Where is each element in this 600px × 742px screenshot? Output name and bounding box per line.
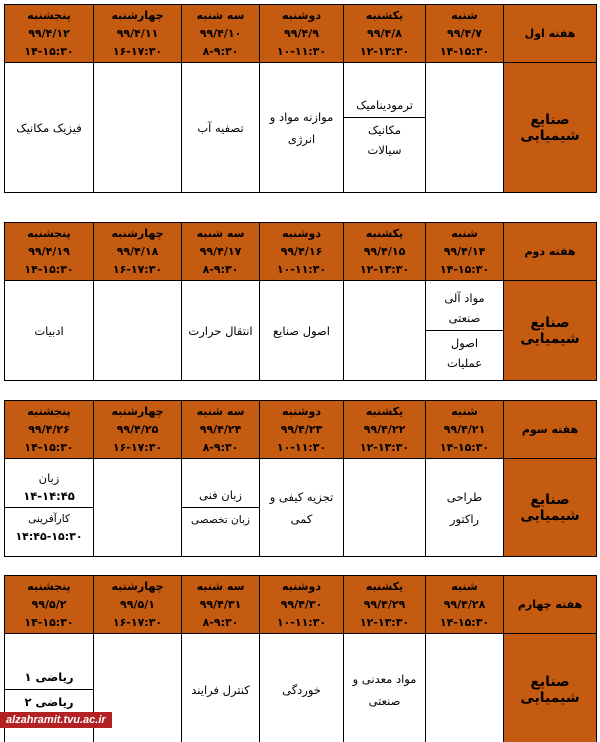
- course-cell-split: [182, 459, 260, 557]
- course-name: ریاضی ۲: [5, 689, 93, 714]
- course-name: کنترل فرایند: [191, 682, 250, 697]
- department-label: صنایع شیمیایی: [504, 281, 597, 381]
- day-header-monday: دوشنبه ۹۹/۴/۱۶ ۱۰-۱۱:۳۰: [260, 223, 344, 281]
- course-cell: [182, 281, 260, 381]
- course-name: ادبیات: [34, 323, 64, 338]
- course-cell: [5, 281, 94, 381]
- day-header-wednesday: چهارشنبه ۹۹/۵/۱ ۱۶-۱۷:۳۰: [94, 576, 182, 634]
- course-name: کارآفرینی: [28, 513, 70, 525]
- day-header-saturday: شنبه ۹۹/۴/۱۴ ۱۴-۱۵:۳۰: [426, 223, 504, 281]
- course-time: ۱۴-۱۴:۴۵: [23, 489, 75, 503]
- day-header-monday: دوشنبه ۹۹/۴/۹ ۱۰-۱۱:۳۰: [260, 5, 344, 63]
- course-time: ۱۴:۴۵-۱۵:۳۰: [15, 530, 83, 543]
- course-cell: [260, 459, 344, 557]
- day-header-tuesday: سه شنبه ۹۹/۴/۱۰ ۸-۹:۳۰: [182, 5, 260, 63]
- course-name: اصول عملیات: [426, 330, 503, 375]
- department-label: صنایع شیمیایی: [504, 63, 597, 193]
- department-label: صنایع شیمیایی: [504, 634, 597, 742]
- day-header-thursday: پنجشنبه ۹۹/۴/۱۲ ۱۴-۱۵:۳۰: [5, 5, 94, 63]
- day-header-saturday: شنبه ۹۹/۴/۲۸ ۱۴-۱۵:۳۰: [426, 576, 504, 634]
- course-cell: [344, 634, 426, 742]
- course-cell: [182, 63, 260, 193]
- course-cell-empty: [94, 281, 182, 381]
- course-cell-split: [5, 459, 94, 557]
- week-label: هفته چهارم: [504, 576, 597, 634]
- week-label: هفته دوم: [504, 223, 597, 281]
- day-header-tuesday: سه شنبه ۹۹/۴/۳۱ ۸-۹:۳۰: [182, 576, 260, 634]
- day-header-thursday: پنجشنبه ۹۹/۵/۲ ۱۴-۱۵:۳۰: [5, 576, 94, 634]
- course-cell: [260, 634, 344, 742]
- course-cell-split: [344, 63, 426, 193]
- course-cell: [260, 281, 344, 381]
- week-2-schedule: [4, 222, 596, 382]
- course-cell-empty: [426, 63, 504, 193]
- course-cell: [182, 634, 260, 742]
- course-name: مواد آلی صنعتی: [444, 291, 485, 325]
- course-name: زبان فنی: [199, 488, 242, 502]
- course-name: ترمودینامیک: [356, 98, 413, 112]
- day-header-sunday: یکشنبه ۹۹/۴/۲۲ ۱۲-۱۳:۳۰: [344, 401, 426, 459]
- day-header-tuesday: سه شنبه ۹۹/۴/۱۷ ۸-۹:۳۰: [182, 223, 260, 281]
- course-cell: [260, 63, 344, 193]
- course-cell: [5, 63, 94, 193]
- day-header-sunday: یکشنبه ۹۹/۴/۲۹ ۱۲-۱۳:۳۰: [344, 576, 426, 634]
- course-name: طراحی راکتور: [446, 489, 483, 526]
- course-name: اصول صنایع: [273, 323, 330, 338]
- course-name: تجزیه کیفی و کمی: [269, 489, 334, 526]
- course-name: فیزیک مکانیک: [16, 120, 82, 135]
- day-header-monday: دوشنبه ۹۹/۴/۲۳ ۱۰-۱۱:۳۰: [260, 401, 344, 459]
- day-header-wednesday: چهارشنبه ۹۹/۴/۲۵ ۱۶-۱۷:۳۰: [94, 401, 182, 459]
- week-1-schedule: [4, 4, 596, 192]
- day-header-saturday: شنبه ۹۹/۴/۲۱ ۱۴-۱۵:۳۰: [426, 401, 504, 459]
- day-header-saturday: شنبه ۹۹/۴/۷ ۱۴-۱۵:۳۰: [426, 5, 504, 63]
- day-header-monday: دوشنبه ۹۹/۴/۳۰ ۱۰-۱۱:۳۰: [260, 576, 344, 634]
- course-name: زبان تخصصی: [182, 507, 259, 532]
- day-header-wednesday: چهارشنبه ۹۹/۴/۱۱ ۱۶-۱۷:۳۰: [94, 5, 182, 63]
- course-cell-split: [426, 281, 504, 381]
- day-header-thursday: پنجشنبه ۹۹/۴/۱۹ ۱۴-۱۵:۳۰: [5, 223, 94, 281]
- course-name: مکانیک سیالات: [344, 117, 425, 162]
- course-name: موازنه مواد و انرژی: [269, 109, 334, 146]
- day-header-sunday: یکشنبه ۹۹/۴/۱۵ ۱۲-۱۳:۳۰: [344, 223, 426, 281]
- course-cell-empty: [94, 459, 182, 557]
- course-name: زبان: [38, 471, 60, 485]
- week-3-schedule: [4, 400, 596, 558]
- course-cell-empty: [94, 63, 182, 193]
- course-name: تصفیه آب: [197, 120, 244, 135]
- course-name: انتقال حرارت: [188, 323, 253, 338]
- day-header-wednesday: چهارشنبه ۹۹/۴/۱۸ ۱۶-۱۷:۳۰: [94, 223, 182, 281]
- course-cell-empty: [426, 634, 504, 742]
- day-header-sunday: یکشنبه ۹۹/۴/۸ ۱۲-۱۳:۳۰: [344, 5, 426, 63]
- week-label: هفته سوم: [504, 401, 597, 459]
- course-cell: [426, 459, 504, 557]
- course-name: مواد معدنی و صنعتی: [352, 671, 417, 708]
- course-cell-empty: [344, 459, 426, 557]
- department-label: صنایع شیمیایی: [504, 459, 597, 557]
- course-name: خوردگی: [282, 682, 321, 697]
- day-header-thursday: پنجشنبه ۹۹/۴/۲۶ ۱۴-۱۵:۳۰: [5, 401, 94, 459]
- week-label: هفته اول: [504, 5, 597, 63]
- course-name: ریاضی ۱: [24, 670, 74, 684]
- day-header-tuesday: سه شنبه ۹۹/۴/۲۴ ۸-۹:۳۰: [182, 401, 260, 459]
- course-cell-empty: [344, 281, 426, 381]
- watermark: alzahramit.tvu.ac.ir: [0, 712, 112, 728]
